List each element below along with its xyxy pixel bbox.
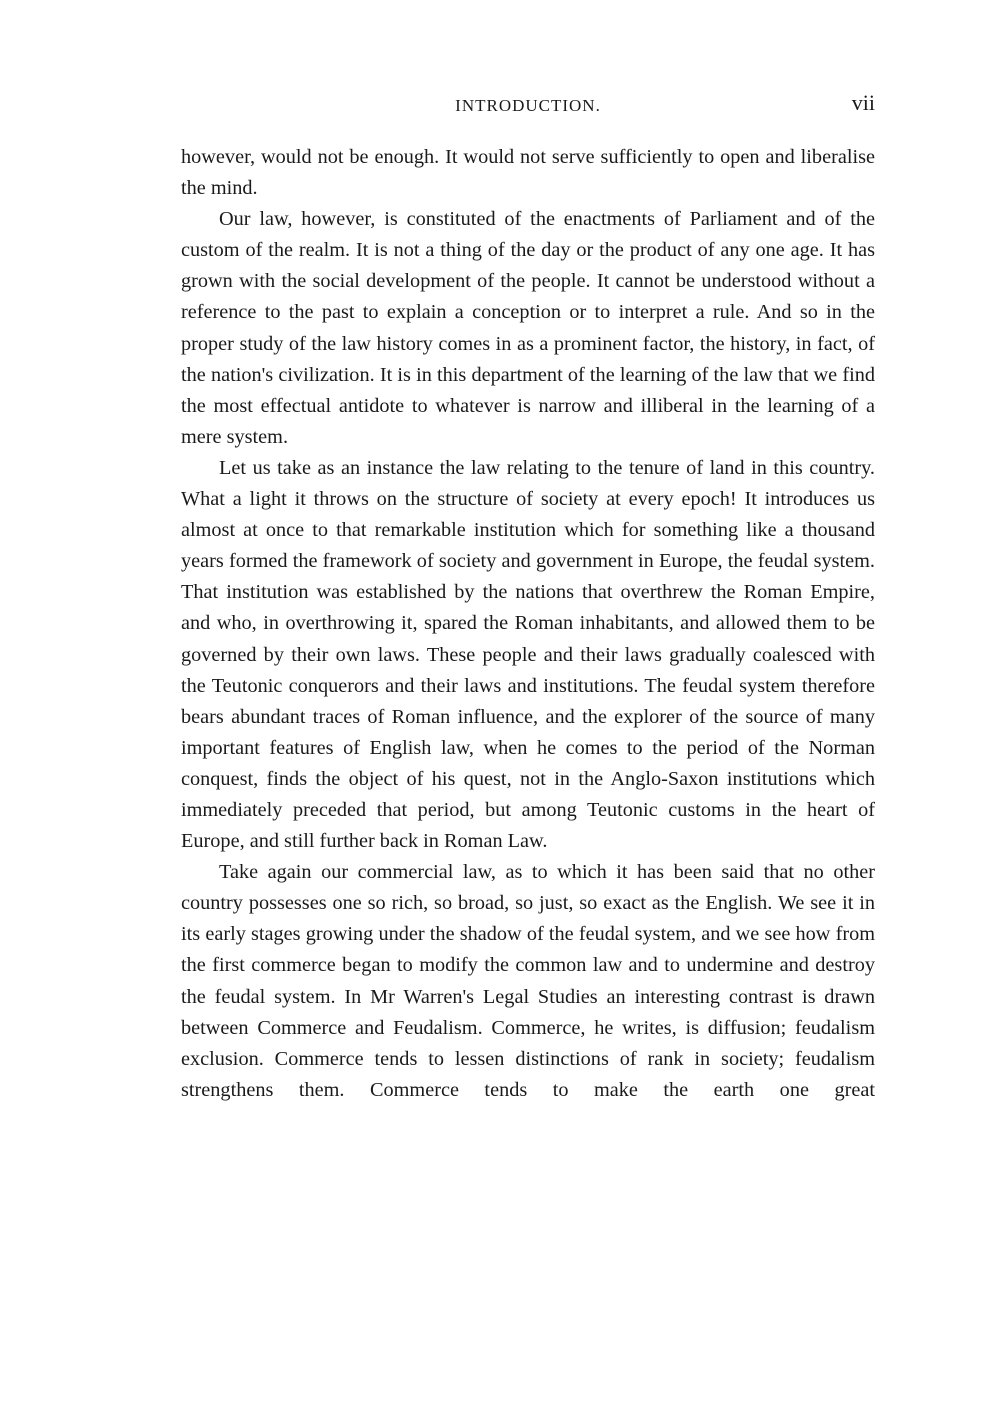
paragraph-3: Let us take as an instance the law relating to the tenure of land in this country. What a light it throws on the structure of society at every epoch! It introduces us almost at once to that remarkable institution which for something like a thousand years formed the framework of society and government in Europe, the feudal system. That institution was established by the nations that overthrew the Roman Empire, and who, in overthrowing it, spared the Roman inhabitants, and allowed them to be governed by their own laws. These people and their laws gradually coalesced with the Teutonic conquerors and their laws and institutions. The feudal system therefore bears abundant traces of Roman influence, and the explorer of the source of many important features of English law, when he comes to the period of the Norman conquest, finds the object of his quest, not in the Anglo-Saxon institutions which immediately preceded that period, but among Teutonic customs in the heart of Europe, and still further back in Roman Law.: [181, 456, 875, 853]
running-title: INTRODUCTION.: [455, 96, 601, 115]
running-head: [181, 90, 875, 124]
paragraph-2: Our law, however, is constituted of the enactments of Parliament and of the custom of the realm. It is not a thing of the day or the product of any one age. It has grown with the social development of the people. It cannot be understood without a reference to the past to explain a conception or to interpret a rule. And so in the proper study of the law history comes in as a prominent factor, the history, in fact, of the nation's civilization. It is in this department of the learning of the law that we find the most effectual antidote to whatever is narrow and illiberal in the learning of a mere system.: [181, 208, 875, 448]
paragraph-4: Take again our commercial law, as to which it has been said that no other country possesses one so rich, so broad, so just, so exact as the English. We see it in its early stages growing under the shadow of the feudal system, and we see how from the first commerce began to modify the common law and to undermine and destroy the feudal system. In Mr Warren's Legal Studies an interesting contrast is drawn between Commerce and Feudalism. Commerce, he writes, is diffusion; feudalism exclusion. Commerce tends to lessen distinctions of rank in society; feudalism strengthens them. Commerce tends to make the earth one great: [181, 861, 875, 1101]
body-text: [181, 142, 875, 1106]
paragraph-1: however, would not be enough. It would not serve sufficiently to open and liberalise the mind.: [181, 146, 875, 200]
page-number: vii: [851, 90, 875, 115]
